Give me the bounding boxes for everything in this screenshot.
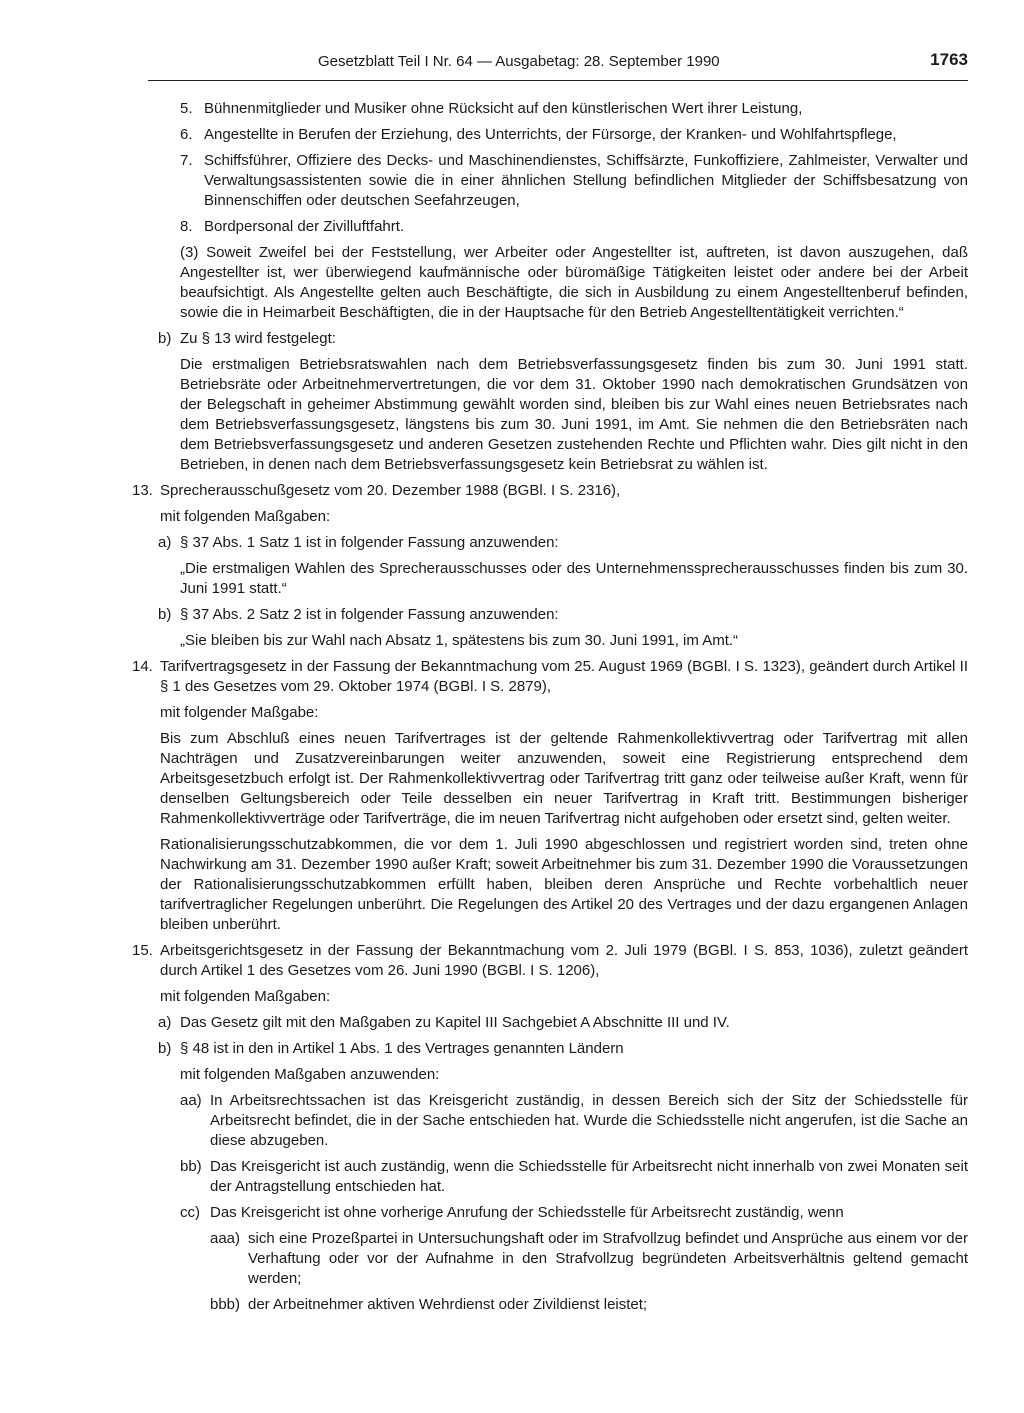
- item-text: Bis zum Abschluß eines neuen Tarifvertrages ist der geltende Rahmenkollektivvertrag oder Tarifvertrag mit allen Nachträgen und Zusatzvereinbarungen weiter anzuwenden, soweit eine Registrierung entsprechend dem Arbeitsgesetzbuch erfolgt ist. Der Rahmenkollektivvertrag oder Tarifvertrag tritt ganz oder teilweise außer Kraft, wenn für denselben Geltungsbereich oder Teile desselben ein neuer Tarifvertrag in Kraft tritt. Bestimmungen bisheriger Rahmenkollektivverträge oder Tarifverträge, die im neuen Tarifvertrag nicht aufgehoben oder ersetzt sind, gelten weiter.: [160, 730, 968, 827]
- item-marker: b): [158, 606, 172, 623]
- item-marker: b): [158, 1040, 172, 1057]
- paragraph: [0, 355, 1024, 475]
- item-text: sich eine Prozeßpartei in Untersuchungshaft oder im Strafvollzug befindet und Ansprüche aus einem vor der Verhaftung oder vor der Aufnahme in den Strafvollzug begründeten Arbeitsverhältnis geltend gemacht werden;: [248, 1230, 968, 1287]
- paragraph: [0, 835, 1024, 935]
- item-text: Bühnenmitglieder und Musiker ohne Rücksicht auf den künstlerischen Wert ihrer Leistung,: [204, 100, 803, 117]
- item-text: Bordpersonal der Zivilluftfahrt.: [204, 218, 405, 235]
- list-item: [0, 217, 1024, 237]
- list-item: [0, 1039, 1024, 1059]
- list-item: [0, 657, 1024, 697]
- item-text: „Sie bleiben bis zur Wahl nach Absatz 1, spätestens bis zum 30. Juni 1991, im Amt.“: [180, 632, 739, 649]
- item-marker: 14.: [132, 658, 153, 675]
- item-marker: aaa): [210, 1230, 241, 1247]
- document-body: [0, 99, 1024, 1321]
- item-marker: 5.: [180, 100, 193, 117]
- list-item: [0, 329, 1024, 349]
- paragraph: [0, 243, 1024, 323]
- item-text: Die erstmaligen Betriebsratswahlen nach dem Betriebsverfassungsgesetz finden bis zum 30. Juni 1991 statt. Betriebsräte oder Arbeitnehmervertretungen, die vor dem 31. Oktober 1990 nach demokratischen Grundsätzen von der Belegschaft in geheimer Abstimmung gewählt worden sind, bleiben bis zur Wahl eines neuen Betriebsrates nach dem Betriebsverfassungsgesetz, längstens bis zum 30. Juni 1991, im Amt. Sie nehmen die den Betriebsräten nach dem Betriebsverfassungsgesetz und anderen Gesetzen zustehenden Rechte und Pflichten wahr. Dies gilt nicht in den Betrieben, in denen nach dem Betriebsverfassungsgesetz kein Betriebsrat zu wählen ist.: [180, 356, 968, 473]
- item-text: Angestellte in Berufen der Erziehung, des Unterrichts, der Fürsorge, der Kranken- und Wohlfahrtspflege,: [204, 126, 897, 143]
- item-text: Rationalisierungsschutzabkommen, die vor dem 1. Juli 1990 abgeschlossen und registriert worden sind, treten ohne Nachwirkung am 31. Dezember 1990 außer Kraft; soweit Arbeitnehmer bis zum 31. Dezember 1990 die Voraussetzungen der Rationalisierungsschutzabkommen erfüllt haben, bleiben deren Ansprüche und Rechte vorbehaltlich neuer tarifvertraglicher Regelungen unberührt. Die Regelungen des Artikel 20 des Vertrages und der dazu ergangenen Anlagen bleiben unberührt.: [160, 836, 968, 933]
- item-marker: 15.: [132, 942, 153, 959]
- item-text: mit folgenden Maßgaben:: [160, 988, 331, 1005]
- item-marker: b): [158, 330, 172, 347]
- item-marker: 6.: [180, 126, 193, 143]
- page-number: 1763: [930, 50, 968, 69]
- item-text: § 48 ist in den in Artikel 1 Abs. 1 des Vertrages genannten Ländern: [180, 1040, 624, 1057]
- header-divider: [148, 80, 968, 81]
- item-text: § 37 Abs. 2 Satz 2 ist in folgender Fassung anzuwenden:: [180, 606, 559, 623]
- list-item: [0, 605, 1024, 625]
- list-item: [0, 1157, 1024, 1197]
- item-text: Arbeitsgerichtsgesetz in der Fassung der Bekanntmachung vom 2. Juli 1979 (BGBl. I S. 853, 1036), zuletzt geändert durch Artikel 1 des Gesetzes vom 26. Juni 1990 (BGBl. I S. 1206),: [160, 942, 968, 979]
- list-item: [0, 481, 1024, 501]
- item-text: Das Kreisgericht ist auch zuständig, wenn die Schiedsstelle für Arbeitsrecht nicht innerhalb von zwei Monaten seit der Antragstellung entschieden hat.: [210, 1158, 968, 1195]
- item-marker: a): [158, 534, 172, 551]
- item-text: (3) Soweit Zweifel bei der Feststellung, wer Arbeiter oder Angestellter ist, auftreten, ist davon auszugehen, daß Angestellter ist, wer überwiegend kaufmännische oder büromäßige Tätigkeiten leistet oder andere bei der Arbeit beaufsichtigt. Als Angestellte gelten auch Beschäftigte, die sich in Ausbildung zu einem Angestelltenberuf befinden, sowie die in Heimarbeit Beschäftigten, die in der Hauptsache für den Betrieb Angestelltentätigkeit verrichten.“: [180, 244, 968, 321]
- item-text: „Die erstmaligen Wahlen des Sprecherausschusses oder des Unternehmenssprecherausschusses finden bis zum 30. Juni 1991 statt.“: [180, 560, 968, 597]
- paragraph: [0, 1065, 1024, 1085]
- item-text: mit folgenden Maßgaben:: [160, 508, 331, 525]
- list-item: [0, 125, 1024, 145]
- item-text: Schiffsführer, Offiziere des Decks- und Maschinendienstes, Schiffsärzte, Funkoffiziere, Zahlmeister, Verwalter und Verwaltungsassistenten sowie die in einer ähnlichen Stellung befindlichen Mitglieder der Schiffsbesatzung von Binnenschiffen oder deutschen Seefahrzeugen,: [204, 152, 968, 209]
- paragraph: [0, 987, 1024, 1007]
- paragraph: [0, 703, 1024, 723]
- item-text: Sprecherausschußgesetz vom 20. Dezember 1988 (BGBl. I S. 2316),: [160, 482, 621, 499]
- list-item: [0, 1203, 1024, 1223]
- item-text: Das Gesetz gilt mit den Maßgaben zu Kapitel III Sachgebiet A Abschnitte III und IV.: [180, 1014, 730, 1031]
- paragraph: [0, 559, 1024, 599]
- item-text: Das Kreisgericht ist ohne vorherige Anrufung der Schiedsstelle für Arbeitsrecht zuständig, wenn: [210, 1204, 844, 1221]
- list-item: [0, 533, 1024, 553]
- paragraph: [0, 631, 1024, 651]
- item-text: der Arbeitnehmer aktiven Wehrdienst oder Zivildienst leistet;: [248, 1296, 648, 1313]
- list-item: [0, 1013, 1024, 1033]
- item-marker: bb): [180, 1158, 202, 1175]
- item-text: Zu § 13 wird festgelegt:: [180, 330, 336, 347]
- item-text: In Arbeitsrechtssachen ist das Kreisgericht zuständig, in dessen Bereich sich der Sitz der Schiedsstelle für Arbeitsrecht befindet, die in der Sache entschieden hat. Wurde die Schiedsstelle nicht angerufen, ist die Sache an diese abzugeben.: [210, 1092, 968, 1149]
- list-item: [0, 941, 1024, 981]
- list-item: [0, 151, 1024, 211]
- list-item: [0, 99, 1024, 119]
- paragraph: [0, 729, 1024, 829]
- item-marker: a): [158, 1014, 172, 1031]
- item-text: mit folgenden Maßgaben anzuwenden:: [180, 1066, 440, 1083]
- item-marker: cc): [180, 1204, 200, 1221]
- paragraph: [0, 507, 1024, 527]
- item-text: § 37 Abs. 1 Satz 1 ist in folgender Fassung anzuwenden:: [180, 534, 559, 551]
- gazette-title: Gesetzblatt Teil I Nr. 64 — Ausgabetag: 28. September 1990: [318, 53, 720, 70]
- item-marker: bbb): [210, 1296, 241, 1313]
- item-text: Tarifvertragsgesetz in der Fassung der Bekanntmachung vom 25. August 1969 (BGBl. I S. 1323), geändert durch Artikel II § 1 des Gesetzes vom 29. Oktober 1974 (BGBl. I S. 2879),: [160, 658, 968, 695]
- page-header: [148, 50, 968, 78]
- list-item: [0, 1229, 1024, 1289]
- item-marker: 8.: [180, 218, 193, 235]
- list-item: [0, 1295, 1024, 1315]
- item-marker: aa): [180, 1092, 202, 1109]
- list-item: [0, 1091, 1024, 1151]
- item-marker: 13.: [132, 482, 153, 499]
- item-text: mit folgender Maßgabe:: [160, 704, 319, 721]
- item-marker: 7.: [180, 152, 193, 169]
